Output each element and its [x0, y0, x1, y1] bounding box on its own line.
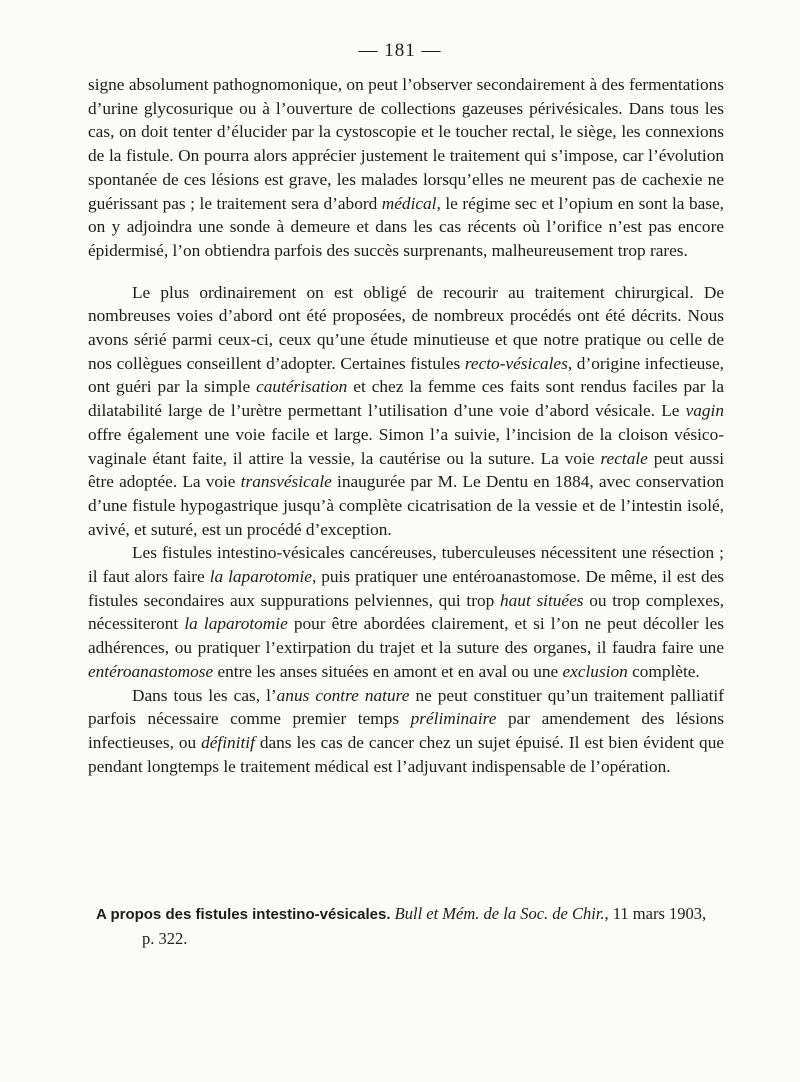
text-run: pour être abordées clairement, et si l’on ne peut décoller les adhérences, ou pratiquer l’extirpation du trajet et la suture des organes, il faudra faire une [88, 614, 724, 658]
paragraph-2 [88, 281, 724, 542]
text-run: ou trop complexes, nécessiteront [88, 590, 725, 634]
emphasis: recto-vésicales [464, 353, 568, 373]
text-run: Dans tous les cas, l’ [132, 685, 277, 705]
reference-title: A propos des fistules intestino-vésicales. [96, 906, 391, 923]
text-run: , puis pratiquer une entéroanastomose. De même, il est des fistules secondaires aux suppurations pelviennes, qui trop [88, 567, 724, 610]
text-run: entre les anses situées en amont et en aval ou une [217, 661, 559, 681]
reference-date: , 11 mars 1903, [604, 904, 707, 923]
emphasis: haut situées [500, 590, 584, 610]
emphasis: médical [381, 193, 437, 213]
emphasis: définitif [201, 732, 255, 752]
emphasis: la laparotomie [184, 614, 288, 634]
paragraph-4 [88, 684, 724, 779]
text-run: Le plus ordinairement on est obligé de recourir au traitement chirurgical. De nombreuses voies d’abord ont été proposées, de nombreux procédés ont été décrits. Nous avons sérié parmi ceux-ci, ceux qu’une étude minutieuse et que notre pratique ou celle de nos collègues conseillent d’adopter. Certaines fistules [88, 282, 724, 373]
reference-pages: p. 322. [142, 929, 188, 948]
emphasis: vagin [685, 401, 724, 421]
emphasis: cautérisation [256, 377, 348, 397]
text-run: , le régime sec et l’opium en sont la base, on y adjoindra une sonde à demeure et dans les cas récents où l’orifice n’est pas encore épidermisé, l’on obtiendra parfois des succès surprenants, malheureusement trop rares. [88, 193, 724, 260]
emphasis: entéroanastomose [88, 661, 214, 681]
text-run: Les fistules intestino-vésicales cancéreuses, tuberculeuses nécessitent une résection ; il faut alors faire [88, 543, 724, 587]
text-run: dans les cas de cancer chez un sujet épuisé. Il est bien évident que pendant longtemps le traitement médical est l’adjuvant indispensable de l’opération. [88, 732, 724, 776]
text-run: peut aussi être adoptée. La voie [88, 448, 724, 492]
emphasis: la laparotomie [209, 567, 312, 587]
text-run: offre également une voie facile et large. Simon l’a suivie, l’incision de la cloison vésico-vaginale étant faite, il attire la vessie, la cautérise ou la suture. La voie [88, 424, 724, 468]
emphasis: préliminaire [410, 709, 497, 729]
emphasis: anus contre nature [276, 685, 410, 705]
text-run: , d’origine infectieuse, ont guéri par la simple [88, 353, 724, 397]
emphasis: rectale [600, 448, 648, 468]
paragraph-1 [88, 73, 724, 263]
reference-source: Bull et Mém. de la Soc. de Chir. [394, 904, 605, 923]
emphasis: transvésicale [240, 472, 332, 492]
emphasis: exclusion [562, 661, 628, 681]
body-text [88, 73, 724, 778]
paragraph-3 [88, 541, 724, 683]
bibliographic-reference [96, 902, 724, 951]
text-run: signe absolument pathognomonique, on peut l’observer secondairement à des fermentations d’urine glycosurique ou à l’ouverture de collections gazeuses périvésicales. Dans tous les cas, on doit tenter d’élucider par la cystoscopie et le toucher rectal, le siège, les connexions de la fistule. On pourra alors apprécier justement le traitement qui s’impose, car l’évolution spontanée de ces lésions est grave, les malades lorsqu’elles ne meurent pas de cachexie ne guérissant pas ; le traitement sera d’abord [88, 75, 724, 213]
text-run: ne peut constituer qu’un traitement palliatif parfois nécessaire comme premier temps [88, 685, 724, 729]
text-run: par amendement des lésions infectieuses, ou [88, 709, 724, 752]
text-run: et chez la femme ces faits sont rendus faciles par la dilatabilité large de l’urètre permettant l’utilisation d’une voie d’abord vésicale. Le [88, 377, 724, 421]
text-run: complète. [632, 661, 700, 681]
text-run: inaugurée par M. Le Dentu en 1884, avec conservation d’une fistule hypogastrique jusqu’à complète cicatrisation de la vessie et de l’intestin isolé, avivé, et suturé, est un procédé d’exception. [88, 472, 724, 539]
page-number: — 181 — [358, 40, 442, 61]
